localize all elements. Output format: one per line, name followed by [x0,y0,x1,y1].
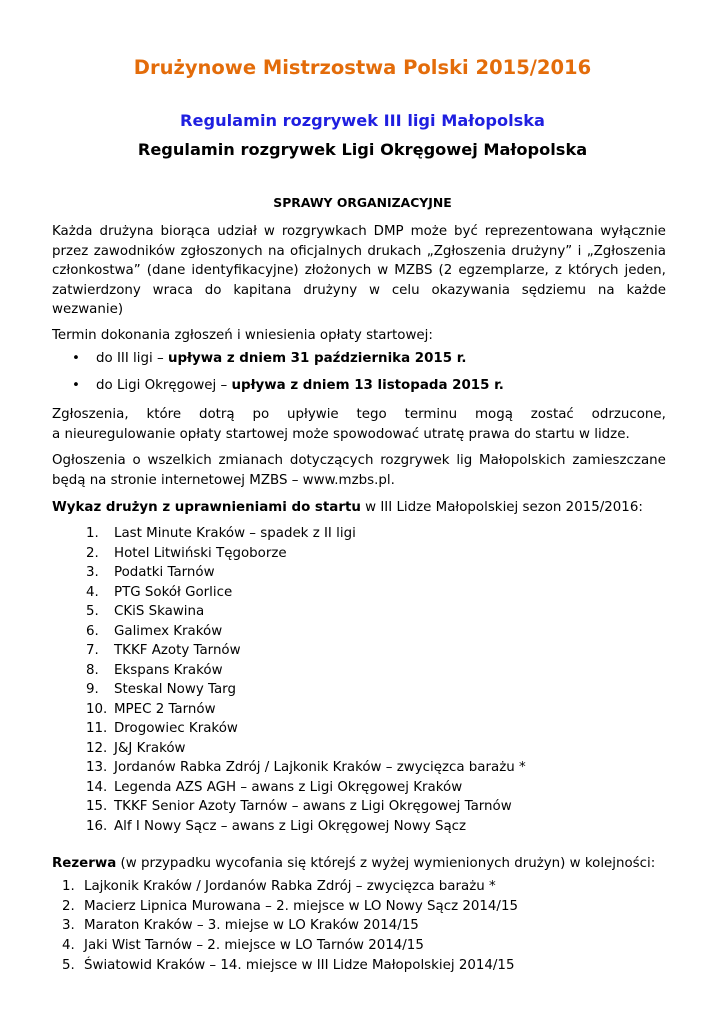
paragraph-line [52,451,666,471]
word: na [597,282,615,298]
word: (dane [146,263,186,279]
word: które [146,407,182,422]
word: Zgłoszenia, [52,407,129,422]
word: w [377,263,389,279]
list-item-number: 1. [86,526,99,541]
word: wraca [152,282,193,298]
paragraph-line [52,242,666,262]
deadline-bullet [72,351,467,366]
word: (2 [438,263,453,279]
paragraph-line: wezwanie) [52,302,124,318]
list-item-number: 1. [62,879,75,894]
list-item-text: Ekspans Kraków [114,662,223,678]
word: lig [456,453,473,468]
document-title: Drużynowe Mistrzostwa Polski 2015/2016 [133,56,592,79]
bullet-deadline: upływa z dniem 13 listopada 2015 r. [231,378,504,393]
paragraph-line [52,281,666,301]
paragraph-line: będą na stronie internetowej MZBS – www.mzbs.pl. [52,472,395,488]
list-item-number: 6. [86,623,99,639]
word: drużyny [303,282,358,298]
list-item [86,719,526,739]
reserve-heading [52,854,666,874]
list-item-text: Lajkonik Kraków / Jordanów Rabka Zdrój – zwycięzca barażu * [84,879,496,894]
list-item-text: Macierz Lipnica Murowana – 2. miejsce w LO Nowy Sącz 2014/15 [84,898,518,914]
word: jeden, [624,263,666,279]
word: być [454,224,478,239]
teams-heading-bold: Wykaz drużyn z uprawnieniami do startu [52,500,361,515]
word: egzemplarze, [458,263,549,279]
list-item-text: Alf I Nowy Sącz – awans z Ligi Okręgowej Nowy Sącz [114,818,467,834]
word: okazywania [431,282,510,298]
word: oficjalnych [290,243,362,259]
list-item-text: Podatki Tarnów [114,565,215,580]
list-item-number: 15. [86,799,108,814]
word: rozgrywek [380,453,450,468]
word: do [204,282,222,298]
word: na [267,243,285,259]
word: Ogłoszenia [52,453,126,468]
word: terminu [404,407,458,422]
list-item [62,936,518,956]
teams-heading-rest: w III Lidze Małopolskiej sezon 2015/2016: [360,500,643,515]
list-item [62,956,518,976]
word: wszelkich [147,453,212,468]
list-item-number: 7. [86,643,99,658]
list-item [86,758,526,778]
list-item-number: 10. [86,701,108,717]
word: zostać [530,407,574,422]
list-item-text: CKiS Skawina [114,604,205,619]
word: Małopolskich [479,453,566,468]
list-item-text: Legenda AZS AGH – awans z Ligi Okręgowej Kraków [114,779,463,795]
list-item-number: 5. [62,957,75,973]
word: biorąca [160,224,211,239]
list-item [86,602,526,622]
list-item [86,700,526,720]
list-item-text: Galimex Kraków [114,623,223,639]
list-item [86,622,526,642]
section-heading: SPRAWY ORGANIZACYJNE [273,195,452,210]
word: w [369,282,380,298]
word: przez [52,243,89,259]
word: o [132,453,141,468]
reserve-heading-rest: (w przypadku wycofania się którejś z wyżej wymienionych drużyn) w kolejności: [116,856,656,871]
subtitle-iii-liga: Regulamin rozgrywek III ligi Małopolska [180,111,545,130]
list-item-text: TKKF Azoty Tarnów [114,643,241,658]
word: zmianach [218,453,284,468]
word: udział [217,224,257,239]
word: reprezentowana [484,224,594,239]
list-item-number: 9. [86,682,99,697]
list-item-text: Last Minute Kraków – spadek z II ligi [114,526,356,541]
deadline-bullet [72,378,504,393]
list-item [86,563,526,583]
reserve-heading-bold: Rezerwa [52,856,117,871]
list-item [86,544,526,564]
list-item [62,916,518,936]
list-item [86,817,526,837]
word: złożonych [304,263,372,279]
list-item-number: 4. [62,938,75,954]
word: i [577,243,582,259]
list-item [86,661,526,681]
announcements-paragraph [52,451,666,490]
word: z [554,263,562,279]
bullet-dot-icon: • [72,378,80,393]
word: po [252,407,270,422]
word: wyłącznie [600,224,666,239]
paragraph-line [52,222,666,242]
bullet-deadline: upływa z dniem 31 października 2015 r. [167,351,467,366]
word: może [410,224,448,239]
word: każde [626,282,666,298]
word: drużyna [99,224,154,239]
word: „Zgłoszenia [426,243,507,259]
word: zawodników [93,243,176,259]
list-item-text: MPEC 2 Tarnów [114,701,216,717]
list-item-number: 11. [86,721,108,736]
word: sędziemu [521,282,587,298]
word: których [567,263,619,279]
paragraph-line [52,405,666,425]
word: drużyny” [511,243,573,259]
subtitle-liga-okregowa: Regulamin rozgrywek Ligi Okręgowej Małopolska [137,140,588,159]
late-registration-paragraph [52,405,666,444]
list-item-text: TKKF Senior Azoty Tarnów – awans z Ligi Okręgowej Tarnów [114,799,512,814]
list-item-text: Steskal Nowy Targ [114,682,236,697]
list-item-number: 13. [86,760,108,775]
list-item [86,739,526,759]
list-item-text: Maraton Kraków – 3. miejse w LO Kraków 2014/15 [84,918,419,934]
bullet-dot-icon: • [72,351,80,366]
word: zatwierdzony [52,282,141,298]
bullet-prefix: do III ligi – [96,351,168,366]
list-item [86,641,526,661]
list-item-text: Hotel Litwiński Tęgoborze [114,545,287,561]
paragraph-line [52,261,666,281]
word: zgłoszonych [180,243,263,259]
list-item-number: 3. [62,918,75,934]
list-item-text: Jordanów Rabka Zdrój / Lajkonik Kraków – zwycięzca barażu * [114,760,526,775]
list-item-number: 2. [86,545,99,561]
list-item-number: 5. [86,604,99,619]
teams-list [86,524,526,836]
list-item-text: Światowid Kraków – 14. miejsce w III Lidze Małopolskiej 2014/15 [84,957,515,973]
word: upływie [287,407,339,422]
word: Każda [52,224,93,239]
word: tego [356,407,387,422]
teams-heading [52,498,666,518]
list-item [86,797,526,817]
list-item-text: PTG Sokół Gorlice [114,584,233,600]
list-item [62,897,518,917]
word: drukach [367,243,422,259]
deadline-intro: Termin dokonania zgłoszeń i wniesienia opłaty startowej: [52,328,433,343]
list-item-text: J&J Kraków [114,740,186,756]
list-item-number: 2. [62,898,75,914]
list-item-number: 3. [86,565,99,580]
word: dotyczących [289,453,374,468]
word: DMP [373,224,404,239]
list-item-text: Jaki Wist Tarnów – 2. miejsce w LO Tarnów 2014/15 [84,938,424,954]
list-item [86,524,526,544]
paragraph-line: a nieuregulowanie opłaty startowej może spowodować utratę prawa do startu w lidze. [52,426,630,442]
word: celu [391,282,420,298]
word: odrzucone, [591,407,666,422]
word: mogą [474,407,513,422]
word: „Zgłoszenia [586,243,666,259]
list-item-number: 8. [86,662,99,678]
reserve-list [62,877,518,975]
list-item-number: 16. [86,818,108,834]
list-item-number: 14. [86,779,108,795]
list-item [86,583,526,603]
word: MZBS [394,263,433,279]
list-item-number: 4. [86,584,99,600]
list-item [62,877,518,897]
list-item-text: Drogowiec Kraków [114,721,238,736]
list-item [86,778,526,798]
registration-paragraph [52,222,666,320]
list-item [86,680,526,700]
word: rozgrywkach [281,224,367,239]
word: w [263,224,275,239]
list-item-number: 12. [86,740,108,756]
bullet-prefix: do Ligi Okręgowej – [96,378,232,393]
word: członkostwa” [52,263,141,279]
word: dotrą [198,407,235,422]
word: kapitana [233,282,292,298]
word: zamieszczane [572,453,666,468]
word: identyfikacyjne) [191,263,299,279]
